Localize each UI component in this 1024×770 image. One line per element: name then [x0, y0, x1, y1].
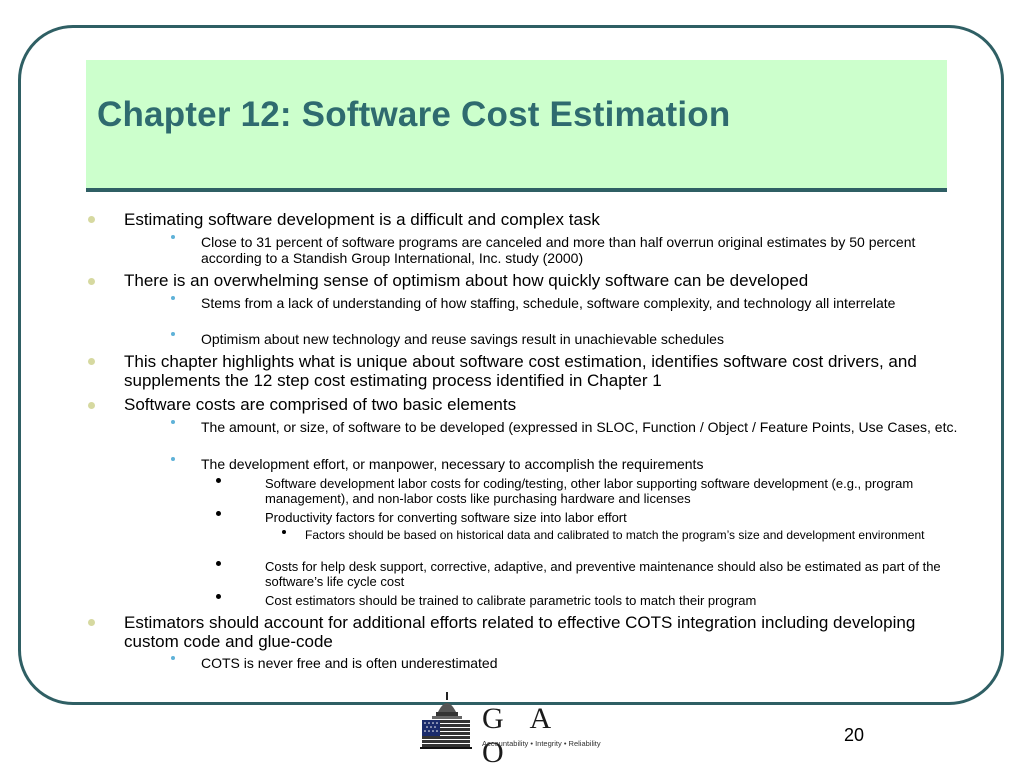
page-number: 20	[844, 725, 865, 745]
bullet-text: Costs for help desk support, corrective, adaptive, and preventive maintenance should also be estimated as part of the software’s life cycle cost	[265, 559, 941, 589]
bullet-text: Optimism about new technology and reuse savings result in unachievable schedules	[201, 331, 724, 347]
bullet-marker	[216, 511, 221, 516]
bullet-text: Productivity factors for converting software size into labor effort	[265, 510, 627, 525]
bullet-text: Estimators should account for additional efforts related to effective COTS integration including developing custom code and glue-code	[124, 613, 916, 651]
bullet-text: Software costs are comprised of two basic elements	[124, 395, 517, 414]
bullet-text: Factors should be based on historical data and calibrated to match the program’s size and development environment	[305, 528, 925, 542]
bullet-marker	[88, 278, 95, 285]
gao-tagline: Accountability • Integrity • Reliability	[482, 739, 601, 748]
bullet-marker	[171, 296, 175, 300]
bullet-marker	[88, 619, 95, 626]
bullet-text: The amount, or size, of software to be developed (expressed in SLOC, Function / Object / Feature Points, Use Cases, etc.	[201, 419, 958, 435]
bullet-marker	[88, 402, 95, 409]
bullet-text: This chapter highlights what is unique about software cost estimation, identifies software cost drivers, and supplements the 12 step cost estimating process identified in Chapter 1	[124, 352, 917, 390]
bullet-text: Close to 31 percent of software programs are canceled and more than half overrun original estimates by 50 percent according to a Standish Group International, Inc. study (2000)	[201, 234, 916, 266]
bullet-marker	[88, 216, 95, 223]
bullet-text: COTS is never free and is often underestimated	[201, 655, 498, 671]
slide-title: Chapter 12: Software Cost Estimation	[97, 95, 731, 134]
bullet-marker	[171, 420, 175, 424]
bullet-marker	[171, 235, 175, 239]
bullet-marker	[282, 530, 286, 534]
bullet-marker	[216, 561, 221, 566]
bullet-marker	[88, 358, 95, 365]
bullet-marker	[216, 594, 221, 599]
bullet-text: Cost estimators should be trained to calibrate parametric tools to match their program	[265, 593, 757, 608]
title-divider	[86, 188, 947, 192]
bullet-marker	[171, 656, 175, 660]
bullet-text: There is an overwhelming sense of optimism about how quickly software can be developed	[124, 271, 809, 290]
capitol-flag-icon	[418, 690, 478, 750]
gao-logo	[418, 690, 601, 769]
bullet-text: Stems from a lack of understanding of how staffing, schedule, software complexity, and technology all interrelate	[201, 295, 896, 311]
bullet-marker	[171, 457, 175, 461]
bullet-marker	[216, 478, 221, 483]
bullet-text: Estimating software development is a difficult and complex task	[124, 210, 600, 229]
bullet-marker	[171, 332, 175, 336]
bullet-text: The development effort, or manpower, necessary to accomplish the requirements	[201, 456, 704, 472]
gao-letters: G A O	[482, 702, 560, 769]
bullet-text: Software development labor costs for coding/testing, other labor supporting software development (e.g., program management), and non-labor costs like purchasing hardware and licenses	[265, 476, 914, 506]
